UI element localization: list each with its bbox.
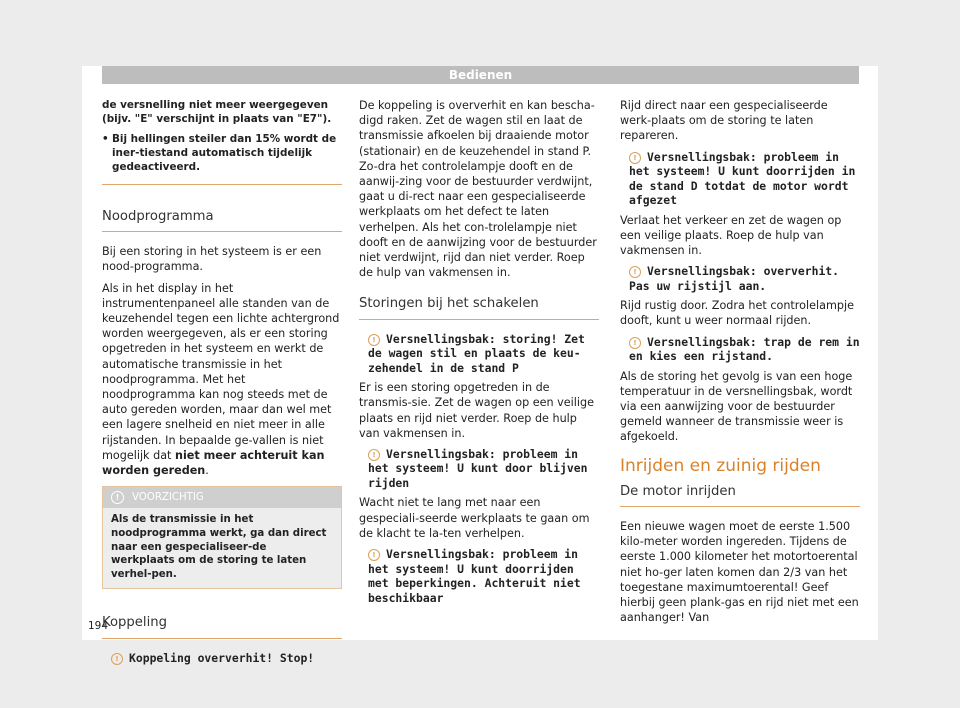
section-title-storingen: Storingen bij het schakelen	[359, 290, 599, 319]
paragraph: Wacht niet te lang met naar een gespeciali-seerde werkplaats te gaan om de klacht te la-ten verhelpen.	[359, 496, 590, 540]
column-3	[620, 98, 860, 631]
warning-icon: !	[629, 337, 641, 349]
display-message	[620, 264, 860, 293]
note-text-2: Bij hellingen steiler dan 15% wordt de iner-tiestand automatisch tijdelijk gedeactiveerd.	[112, 133, 337, 173]
paragraph: Als de storing het gevolg is van een hoge temperatuur in de versnellingsbak, wordt via een aanwijzing voor de bestuurder gemeld wanneer de transmissie weer is afgekoeld.	[620, 369, 853, 444]
message-text: Versnellingsbak: probleem in het systeem! U kunt doorrijden in de stand D totdat de motor wordt afgezet	[629, 149, 856, 208]
section-title-noodprogramma: Noodprogramma	[102, 203, 342, 232]
warning-icon: !	[368, 334, 380, 346]
warning-icon: !	[368, 449, 380, 461]
section-title-inrijden: De motor inrijden	[620, 478, 860, 507]
display-message	[359, 547, 599, 605]
warning-icon: !	[111, 653, 123, 665]
message-text: Versnellingsbak: probleem in het systeem! U kunt door blijven rijden	[368, 446, 588, 490]
paragraph: Bij een storing in het systeem is er een nood-programma.	[102, 245, 322, 274]
paragraph-bold: niet meer achteruit kan worden gereden	[102, 448, 325, 478]
display-message	[359, 332, 599, 376]
paragraph-noodprogramma	[102, 281, 342, 479]
paragraph: Rijd rustig door. Zodra het controlelampje dooft, kunt u weer normaal rijden.	[620, 299, 854, 328]
caution-title: VOORZICHTIG	[132, 492, 204, 504]
paragraph: Een nieuwe wagen moet de eerste 1.500 kilo-meter worden ingereden. Tijdens de eerste 1.000 kilometer het motortoerental niet ho-ger laten komen dan 2/3 van het toegestane maximumtoerental! Geef hierbij geen plank-gas en rijd niet met een aanhanger! Van	[620, 520, 859, 625]
warning-icon: !	[111, 491, 124, 504]
paragraph-end: .	[205, 464, 209, 478]
message-text: Versnellingsbak: probleem in het systeem! U kunt doorrijden met beperkingen. Achteruit niet beschikbaar	[368, 547, 581, 605]
message-text: Versnellingsbak: oververhit. Pas uw rijstijl aan.	[629, 264, 840, 293]
display-message	[620, 335, 860, 364]
display-message	[359, 447, 599, 491]
message-text: Koppeling oververhit! Stop!	[129, 650, 315, 665]
caution-header	[103, 487, 341, 508]
column-1	[102, 98, 342, 670]
warning-icon: !	[368, 549, 380, 561]
paragraph: Rijd direct naar een gespecialiseerde werk-plaats om de storing te laten repareren.	[620, 99, 828, 143]
page-header: Bedienen	[102, 66, 859, 84]
warning-icon: !	[629, 152, 641, 164]
paragraph: Verlaat het verkeer en zet de wagen op een veilige plaats. Roep de hulp van vakmensen in.	[620, 213, 842, 258]
bullet-icon: •	[102, 133, 109, 145]
display-message	[620, 150, 860, 208]
section-title-koppeling: Koppeling	[102, 609, 342, 638]
top-note	[102, 98, 342, 185]
chapter-title: Inrijden en zuinig rijden	[620, 455, 821, 476]
note-list-item	[102, 132, 342, 174]
page-number: 194	[88, 620, 109, 632]
message-text: Versnellingsbak: storing! Zet de wagen stil en plaats de keu-zehendel in de stand P	[368, 331, 585, 375]
display-message	[102, 651, 342, 666]
paragraph-text: Als in het display in het instrumentenpaneel alle standen van de keuzehendel tegen een lichte achtergrond worden weergegeven, als er een storing opgetreden in het systeem en werkt de automatische transmissie in het noodprogramma. Met het noodprogramma kan nog steeds met de auto gereden worden, maar dan wel met een lagere snelheid en niet meer in alle rijstanden. In bepaalde ge-vallen is niet mogelijk dat	[102, 281, 340, 462]
warning-icon: !	[629, 266, 641, 278]
paragraph: De koppeling is oververhit en kan bescha-digd raken. Zet de wagen stil en laat de transmissie afkoelen bij draaiende motor (stationair) en de keuzehendel in stand P. Zo-dra het controlelampje dooft en de aanwij-zing voor de bestuurder verdwijnt, gaat u di-rect naar een gespecialiseerde werkplaats om het defect te laten verhelpen. Als het con-trolelampje niet dooft en de aanwijzing voor de bestuurder niet verdwijnt, rijd dan niet verder. Roep de hulp van vakmensen in.	[359, 99, 597, 280]
column-2	[359, 98, 599, 610]
paragraph: Er is een storing opgetreden in de transmis-sie. Zet de wagen op een veilige plaats en rijd niet verder. Roep de hulp van vakmensen in.	[359, 381, 594, 440]
note-text: de versnelling niet meer weergegeven (bijv. "E" verschijnt in plaats van "E7").	[102, 99, 332, 125]
caution-box	[102, 486, 342, 589]
message-text: Versnellingsbak: trap de rem in en kies een rijstand.	[629, 334, 860, 364]
caution-body: Als de transmissie in het noodprogramma werkt, ga dan direct naar een gespecialiseer-de werkplaats om de storing te laten verhel-pen.	[103, 508, 341, 588]
